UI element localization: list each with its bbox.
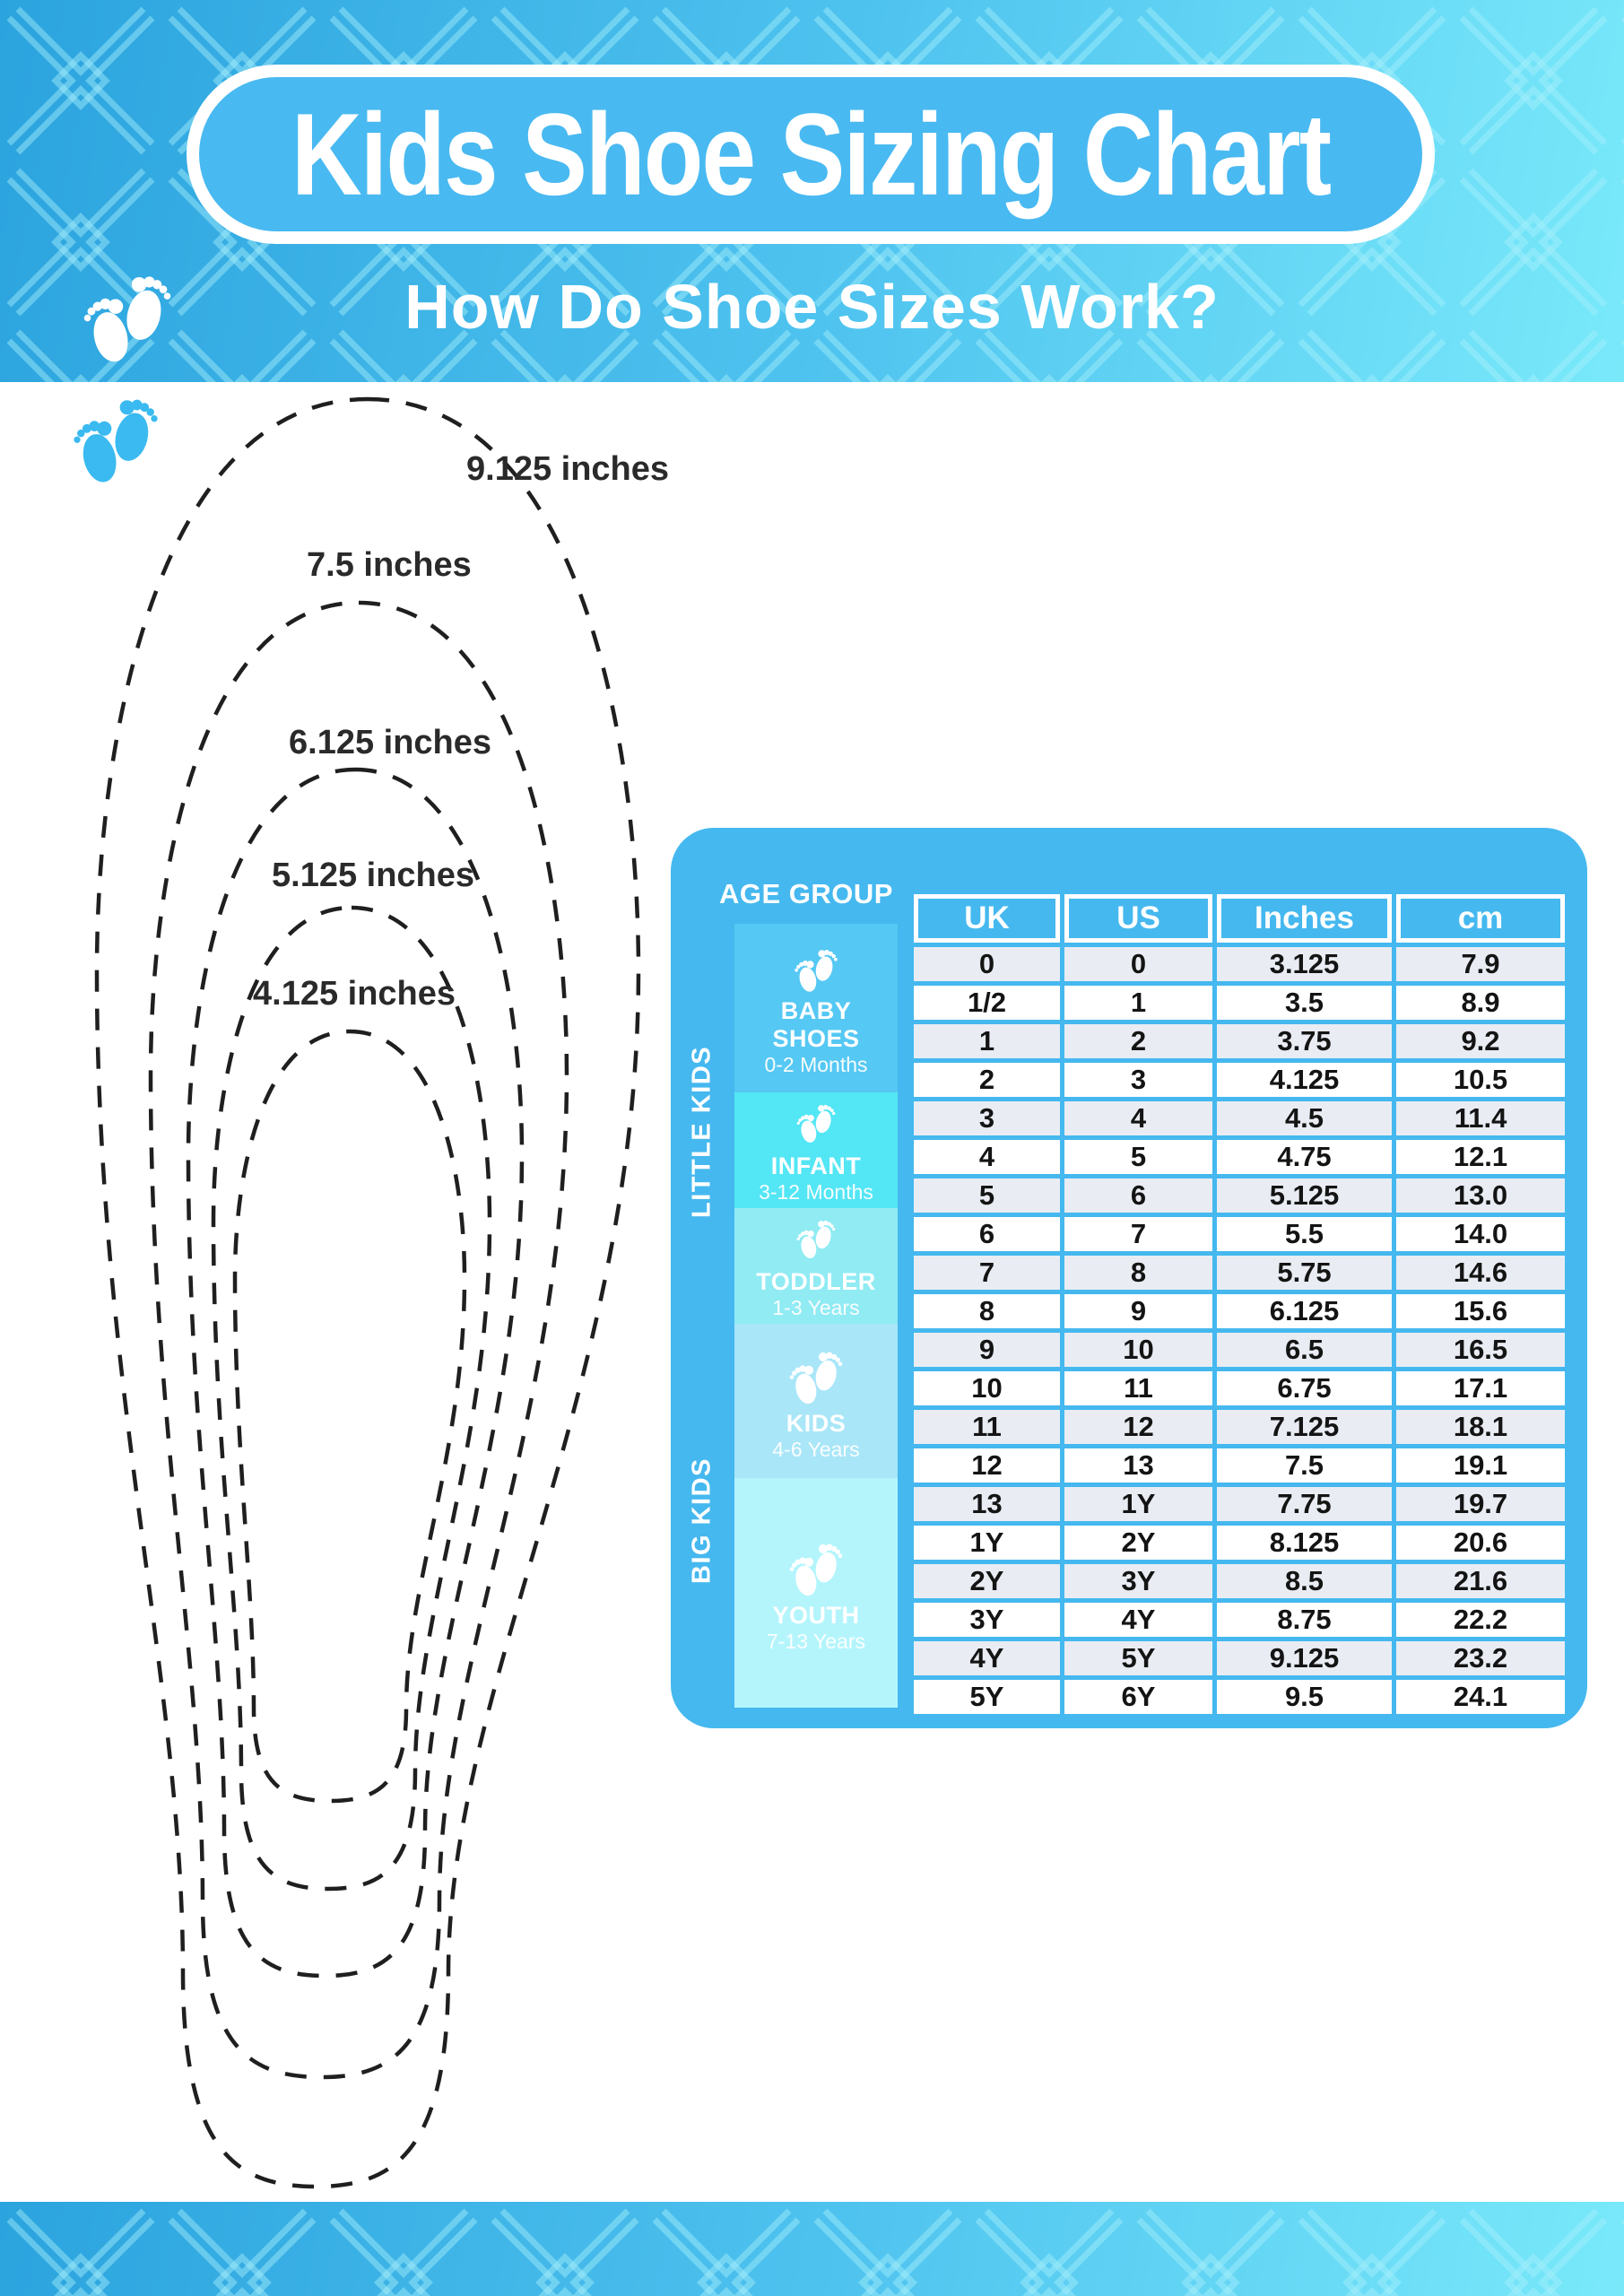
footprints-icon: [790, 1096, 842, 1144]
size-chart-panel: [671, 828, 1587, 1728]
col-header-uk: UK: [914, 894, 1060, 943]
size-cell: 24.1: [1396, 1680, 1565, 1714]
size-cell: 21.6: [1396, 1564, 1565, 1598]
size-cell: 13: [1064, 1448, 1212, 1483]
size-cell: 8: [914, 1294, 1060, 1328]
age-group-name: INFANT: [770, 1152, 862, 1180]
size-cell: 7.9: [1396, 947, 1565, 981]
size-cell: 9.2: [1396, 1024, 1565, 1058]
size-cell: 1: [914, 1024, 1060, 1058]
size-cell: 4.5: [1217, 1101, 1392, 1135]
footer-banner: [0, 2202, 1624, 2296]
age-group-name: TODDLER: [756, 1268, 876, 1296]
size-cell: 4Y: [914, 1641, 1060, 1675]
size-cell: 8.125: [1217, 1526, 1392, 1560]
size-cell: 3.75: [1217, 1024, 1392, 1058]
size-cell: 14.6: [1396, 1256, 1565, 1290]
size-cell: 6.75: [1217, 1371, 1392, 1405]
foot-outline-1: [151, 603, 567, 2077]
size-row: [914, 1487, 1565, 1521]
size-cell: 5Y: [1064, 1641, 1212, 1675]
size-cell: 3Y: [914, 1603, 1060, 1637]
size-cell: 4: [914, 1140, 1060, 1174]
size-row: [914, 947, 1565, 981]
size-cell: 5: [1064, 1140, 1212, 1174]
size-cell: 3: [1064, 1063, 1212, 1097]
age-group-range: 1-3 Years: [772, 1296, 860, 1320]
size-cell: 2: [1064, 1024, 1212, 1058]
size-table: [909, 890, 1569, 1718]
footprints-icon: [70, 257, 185, 366]
size-cell: 11: [1064, 1371, 1212, 1405]
footprints-icon: [787, 940, 845, 994]
size-cell: 1Y: [914, 1526, 1060, 1560]
size-cell: 14.0: [1396, 1217, 1565, 1251]
size-row: [914, 1101, 1565, 1135]
foot-outline-2: [188, 770, 522, 1976]
size-row: [914, 1564, 1565, 1598]
side-label-little-kids: LITTLE KIDS: [687, 1045, 716, 1219]
title-pill: [187, 65, 1435, 244]
age-group-range: 0-2 Months: [764, 1052, 868, 1076]
age-group-cell-kids: [734, 1324, 898, 1478]
size-row: [914, 1024, 1565, 1058]
size-row: [914, 1294, 1565, 1328]
age-group-header: AGE GROUP: [719, 878, 893, 909]
size-cell: 10: [914, 1371, 1060, 1405]
size-row: [914, 1526, 1565, 1560]
size-cell: 13: [914, 1487, 1060, 1521]
size-row: [914, 1680, 1565, 1714]
size-row: [914, 1448, 1565, 1483]
size-cell: 3Y: [1064, 1564, 1212, 1598]
size-cell: 3: [914, 1101, 1060, 1135]
size-cell: 6: [1064, 1178, 1212, 1213]
size-cell: 10: [1064, 1333, 1212, 1367]
size-cell: 5.125: [1217, 1178, 1392, 1213]
col-header-us: US: [1064, 894, 1212, 943]
size-cell: 23.2: [1396, 1641, 1565, 1675]
size-cell: 6.5: [1217, 1333, 1392, 1367]
size-cell: 3.5: [1217, 986, 1392, 1020]
size-cell: 4.125: [1217, 1063, 1392, 1097]
size-cell: 4: [1064, 1101, 1212, 1135]
size-cell: 1/2: [914, 986, 1060, 1020]
size-cell: 10.5: [1396, 1063, 1565, 1097]
size-table-header-row: [914, 894, 1565, 943]
size-row: [914, 1217, 1565, 1251]
size-cell: 8.5: [1217, 1564, 1392, 1598]
size-row: [914, 1371, 1565, 1405]
size-row: [914, 986, 1565, 1020]
size-cell: 8: [1064, 1256, 1212, 1290]
size-row: [914, 1641, 1565, 1675]
size-cell: 9.5: [1217, 1680, 1392, 1714]
foot-outline-4: [235, 1031, 465, 1801]
age-group-name: KIDS: [786, 1410, 847, 1437]
size-cell: 19.7: [1396, 1487, 1565, 1521]
foot-outline-label: 7.5 inches: [307, 546, 472, 584]
size-cell: 19.1: [1396, 1448, 1565, 1483]
size-cell: 12.1: [1396, 1140, 1565, 1174]
size-cell: 16.5: [1396, 1333, 1565, 1367]
foot-outline-label: 9.125 inches: [466, 450, 670, 488]
size-cell: 9: [914, 1333, 1060, 1367]
age-group-cell-youth: [734, 1478, 898, 1708]
size-cell: 12: [914, 1448, 1060, 1483]
age-group-column: [734, 924, 898, 1708]
footprints-icon: [780, 1532, 852, 1598]
footer-pattern: [0, 2202, 1624, 2296]
size-cell: 5: [914, 1178, 1060, 1213]
size-cell: 18.1: [1396, 1410, 1565, 1444]
foot-outline-3: [213, 908, 490, 1889]
size-cell: 4.75: [1217, 1140, 1392, 1174]
size-cell: 2: [914, 1063, 1060, 1097]
size-cell: 6: [914, 1217, 1060, 1251]
size-cell: 9.125: [1217, 1641, 1392, 1675]
size-cell: 0: [1064, 947, 1212, 981]
size-cell: 3.125: [1217, 947, 1392, 981]
header-banner: [0, 0, 1624, 382]
foot-outline-label: 4.125 inches: [253, 975, 456, 1013]
size-cell: 6Y: [1064, 1680, 1212, 1714]
age-group-cell-baby-shoes: [734, 924, 898, 1092]
footprints-icon: [790, 1212, 842, 1260]
size-cell: 7: [1064, 1217, 1212, 1251]
size-cell: 7.125: [1217, 1410, 1392, 1444]
size-row: [914, 1603, 1565, 1637]
page-subtitle: How Do Shoe Sizes Work?: [404, 272, 1220, 342]
size-cell: 5.5: [1217, 1217, 1392, 1251]
footprints-icon: [59, 380, 172, 486]
age-group-range: 3-12 Months: [759, 1180, 873, 1205]
size-cell: 7: [914, 1256, 1060, 1290]
size-cell: 11.4: [1396, 1101, 1565, 1135]
size-cell: 8.75: [1217, 1603, 1392, 1637]
foot-outline-label: 5.125 inches: [272, 857, 475, 894]
foot-outline-label: 6.125 inches: [289, 724, 492, 761]
size-row: [914, 1410, 1565, 1444]
size-row: [914, 1178, 1565, 1213]
size-cell: 2Y: [1064, 1526, 1212, 1560]
size-cell: 9: [1064, 1294, 1212, 1328]
age-group-range: 4-6 Years: [772, 1438, 860, 1461]
age-group-range: 7-13 Years: [767, 1630, 865, 1653]
footprints-icon: [780, 1340, 852, 1406]
size-cell: 7.75: [1217, 1487, 1392, 1521]
size-cell: 1: [1064, 986, 1212, 1020]
size-cell: 15.6: [1396, 1294, 1565, 1328]
size-cell: 6.125: [1217, 1294, 1392, 1328]
size-row: [914, 1256, 1565, 1290]
size-row: [914, 1140, 1565, 1174]
col-header-cm: cm: [1396, 894, 1565, 943]
size-cell: 4Y: [1064, 1603, 1212, 1637]
size-cell: 7.5: [1217, 1448, 1392, 1483]
size-cell: 0: [914, 947, 1060, 981]
size-cell: 17.1: [1396, 1371, 1565, 1405]
size-cell: 22.2: [1396, 1603, 1565, 1637]
size-row: [914, 1333, 1565, 1367]
age-group-name: BABY SHOES: [772, 996, 860, 1052]
col-header-inches: Inches: [1217, 894, 1392, 943]
size-cell: 2Y: [914, 1564, 1060, 1598]
side-label-big-kids: BIG KIDS: [687, 1457, 716, 1585]
page-title: Kids Shoe Sizing Chart: [291, 89, 1331, 220]
age-group-cell-infant: [734, 1092, 898, 1208]
size-cell: 12: [1064, 1410, 1212, 1444]
size-cell: 1Y: [1064, 1487, 1212, 1521]
size-row: [914, 1063, 1565, 1097]
size-cell: 5.75: [1217, 1256, 1392, 1290]
size-cell: 13.0: [1396, 1178, 1565, 1213]
size-cell: 20.6: [1396, 1526, 1565, 1560]
age-group-name: YOUTH: [772, 1602, 860, 1629]
size-cell: 8.9: [1396, 986, 1565, 1020]
age-group-cell-toddler: [734, 1208, 898, 1324]
size-cell: 11: [914, 1410, 1060, 1444]
size-cell: 5Y: [914, 1680, 1060, 1714]
foot-outline-0: [97, 399, 638, 2187]
